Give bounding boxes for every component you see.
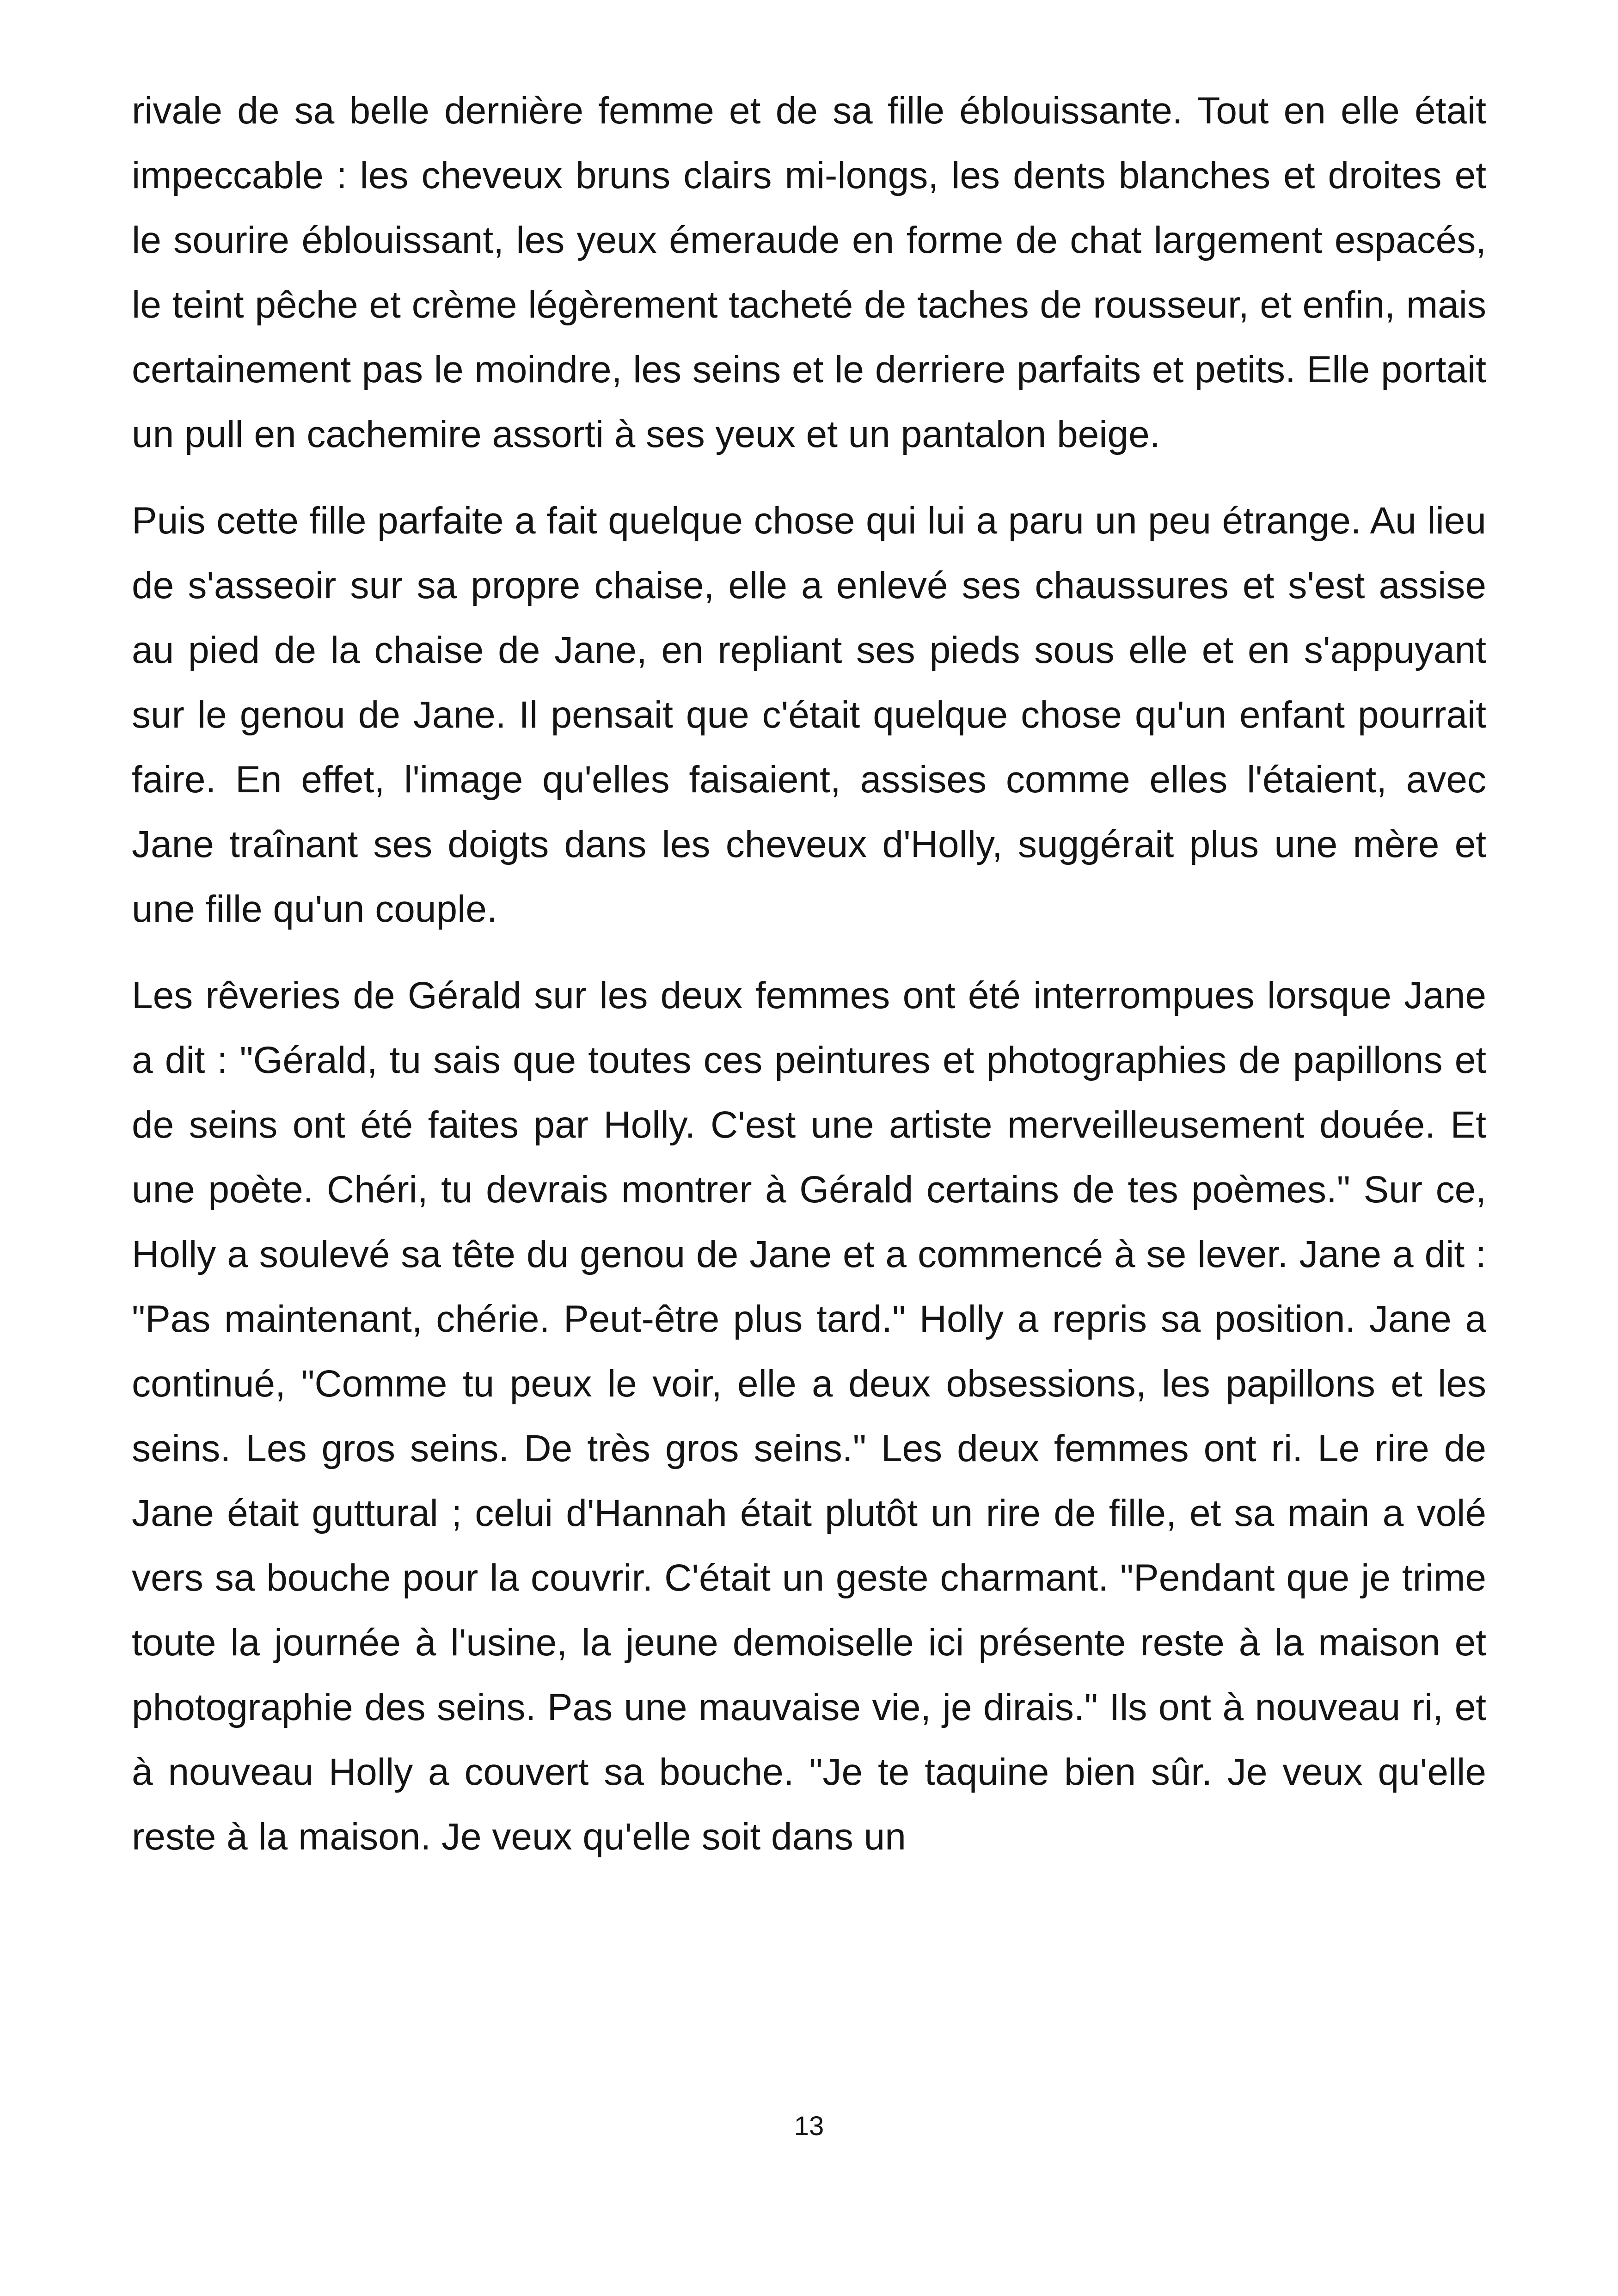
paragraph-1: rivale de sa belle dernière femme et de sa fille éblouissante. Tout en elle était impeccable : les cheveux bruns clairs mi-longs, les dents blanches et droites et le sourire éblouissant, les yeux émeraude en forme de chat largement espacés, le teint pêche et crème légèrement tacheté de taches de rousseur, et enfin, mais certainement pas le moindre, les seins et le derriere parfaits et petits. Elle portait un pull en cachemire assorti à ses yeux et un pantalon beige. — [132, 90, 1486, 455]
body-text — [132, 79, 1486, 1891]
paragraph-2: Puis cette fille parfaite a fait quelque chose qui lui a paru un peu étrange. Au lieu de s'asseoir sur sa propre chaise, elle a enlevé ses chaussures et s'est assise au pied de la chaise de Jane, en repliant ses pieds sous elle et en s'appuyant sur le genou de Jane. Il pensait que c'était quelque chose qu'un enfant pourrait faire. En effet, l'image qu'elles faisaient, assises comme elles l'étaient, avec Jane traînant ses doigts dans les cheveux d'Holly, suggérait plus une mère et une fille qu'un couple. — [132, 500, 1486, 930]
page-number: 13 — [794, 2111, 824, 2141]
paragraph-3: Les rêveries de Gérald sur les deux femmes ont été interrompues lorsque Jane a dit : "Gérald, tu sais que toutes ces peintures et photographies de papillons et de seins ont été faites par Holly. C'est une artiste merveilleusement douée. Et une poète. Chéri, tu devrais montrer à Gérald certains de tes poèmes." Sur ce, Holly a soulevé sa tête du genou de Jane et a commencé à se lever. Jane a dit : "Pas maintenant, chérie. Peut-être plus tard." Holly a repris sa position. Jane a continué, "Comme tu peux le voir, elle a deux obsessions, les papillons et les seins. Les gros seins. De très gros seins." Les deux femmes ont ri. Le rire de Jane était guttural ; celui d'Hannah était plutôt un rire de fille, et sa main a volé vers sa bouche pour la couvrir. C'était un geste charmant. "Pendant que je trime toute la journée à l'usine, la jeune demoiselle ici présente reste à la maison et photographie des seins. Pas une mauvaise vie, je dirais." Ils ont à nouveau ri, et à nouveau Holly a couvert sa bouche. "Je te taquine bien sûr. Je veux qu'elle reste à la maison. Je veux qu'elle soit dans un — [132, 974, 1486, 1858]
